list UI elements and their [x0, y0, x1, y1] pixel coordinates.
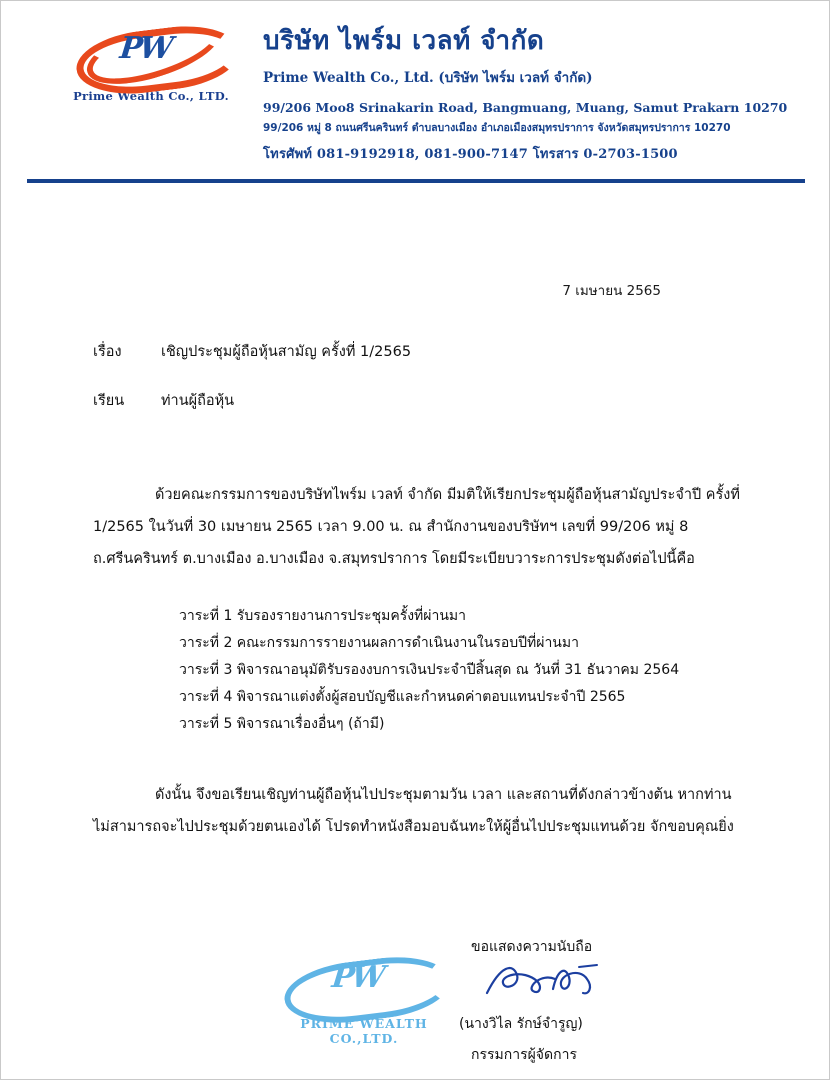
- company-address-english: 99/206 Moo8 Srinakarin Road, Bangmuang, Muang, Samut Prakarn 10270: [263, 99, 788, 115]
- header-divider: [27, 179, 805, 183]
- signatory-title: กรรมการผู้จัดการ: [471, 1047, 577, 1063]
- addressee-row: [93, 389, 234, 412]
- subject-row: [93, 340, 411, 363]
- logo-monogram: PW: [118, 31, 173, 66]
- company-logo: [61, 23, 241, 103]
- addressee-label: เรียน: [93, 393, 125, 409]
- logo-mark-icon: [76, 23, 226, 85]
- footer-logo-mark-icon: [284, 956, 444, 1014]
- list-item: วาระที่ 3 พิจารณาอนุมัติรับรองงบการเงินประจำปีสิ้นสุด ณ วันที่ 31 ธันวาคม 2564: [179, 662, 680, 678]
- paragraph-intro-text: ด้วยคณะกรรมการของบริษัทไพร์ม เวลท์ จำกัด มีมติให้เรียกประชุมผู้ถือหุ้นสามัญประจำปี ครั้งที่ 1/2565 ในวันที่ 30 เมษายน 2565 เวลา 9.00 น. ณ สำนักงานของบริษัทฯ เลขที่ 99/206 หมู่ 8 ถ.ศรีนครินทร์ ต.บางเมือง อ.บางเมือง จ.สมุทรปราการ โดยมีระเบียบวาระการประชุมดังต่อไปนี้คือ: [93, 487, 740, 567]
- company-name-english: Prime Wealth Co., Ltd. (บริษัท ไพร์ม เวลท์ จำกัด): [263, 69, 593, 86]
- list-item: วาระที่ 2 คณะกรรมการรายงานผลการดำเนินงานในรอบปีที่ผ่านมา: [179, 635, 579, 651]
- subject-value: เชิญประชุมผู้ถือหุ้นสามัญ ครั้งที่ 1/2565: [161, 344, 412, 360]
- paragraph-closing-text: ดังนั้น จึงขอเรียนเชิญท่านผู้ถือหุ้นไปประชุมตามวัน เวลา และสถานที่ดังกล่าวข้างต้น หากท่านไม่สามารถจะไปประชุมด้วยตนเองได้ โปรดทำหนังสือมอบฉันทะให้ผู้อื่นไปประชุมแทนด้วย จักขอบคุณยิ่ง: [93, 787, 734, 835]
- paragraph-intro: [93, 479, 743, 575]
- paragraph-closing: [93, 779, 743, 843]
- footer-logo: [269, 956, 459, 1048]
- footer-logo-monogram: PW: [330, 960, 385, 995]
- signature-regards: ขอแสดงความนับถือ: [471, 939, 593, 955]
- document-date: 7 เมษายน 2565: [562, 283, 661, 299]
- subject-label: เรื่อง: [93, 344, 122, 360]
- list-item: วาระที่ 5 พิจารณาเรื่องอื่นๆ (ถ้ามี): [179, 716, 385, 732]
- company-details: [263, 27, 803, 164]
- company-phone: โทรศัพท์ 081-9192918, 081-900-7147 โทรสาร 0-2703-1500: [263, 146, 678, 162]
- signatory-name: (นางวิไล รักษ์จำรูญ): [459, 1016, 583, 1032]
- addressee-value: ท่านผู้ถือหุ้น: [161, 393, 235, 409]
- list-item: วาระที่ 1 รับรองรายงานการประชุมครั้งที่ผ่านมา: [179, 608, 467, 624]
- agenda-list: [179, 603, 779, 738]
- footer-logo-caption: PRIME WEALTH CO.,LTD.: [300, 1016, 428, 1046]
- letterhead: [1, 1, 830, 181]
- list-item: วาระที่ 4 พิจารณาแต่งตั้งผู้สอบบัญชีและกำหนดค่าตอบแทนประจำปี 2565: [179, 689, 626, 705]
- company-name-thai: บริษัท ไพร์ม เวลท์ จำกัด: [263, 26, 545, 56]
- logo-caption: Prime Wealth Co., LTD.: [73, 89, 229, 103]
- signature-scribble-icon: [483, 959, 603, 1003]
- company-address-thai: 99/206 หมู่ 8 ถนนศรีนครินทร์ ตำบลบางเมือง อำเภอเมืองสมุทรปราการ จังหวัดสมุทรปราการ 10270: [263, 121, 731, 134]
